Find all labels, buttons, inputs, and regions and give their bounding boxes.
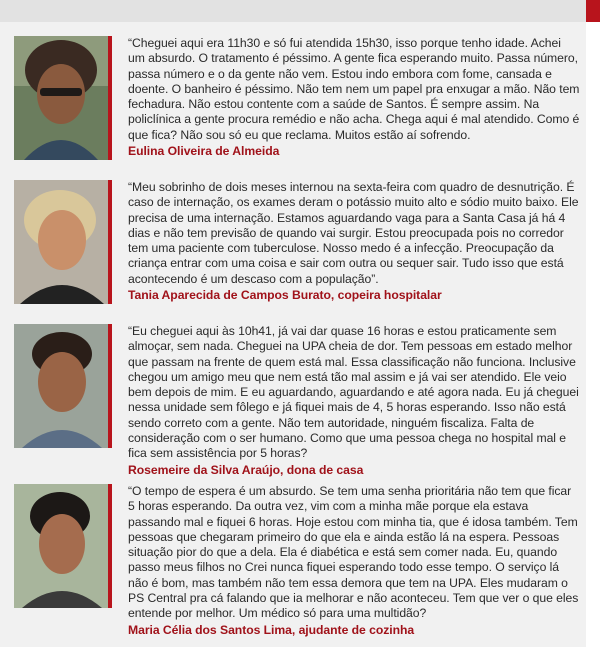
accent-rule (108, 36, 112, 160)
portrait-photo-3 (14, 324, 108, 448)
testimonial-text (112, 324, 586, 478)
portrait-photo-4 (14, 484, 108, 608)
testimonial-quote: “O tempo de espera é um absurdo. Se tem uma senha prioritária não tem que ficar 5 horas esperando. Da outra vez, vim com a minha mãe porque ela estava passando mal e fiquei 6 horas. Hoje estou com minha tia, que é idosa também. Tem pessoas que chegaram primeiro do que ela e ainda estão lá na espera. Pessoas situação pior do que a dela. Ela é diabética e está sem comer nada. Eu, quando passo meus filhos no Crei nunca fiquei esperando todo esse tempo. O serviço lá não é bom, mas também não tem essa demora que tem na UPA. Eles mudaram o PS Central pra cá falando que ia melhorar e não aconteceu. Tem que ver o que eles entende por melhor. Um médico só para uma multidão? (128, 484, 579, 621)
portrait-frame (14, 180, 112, 303)
portrait-frame (14, 36, 112, 159)
testimonial-author: Eulina Oliveira de Almeida (128, 144, 280, 159)
testimonial-author: Tania Aparecida de Campos Burato, copeira hospitalar (128, 288, 442, 303)
accent-rule (108, 180, 112, 304)
testimonial-card-2 (14, 180, 586, 303)
testimonial-text (112, 36, 586, 159)
accent-rule (108, 484, 112, 608)
testimonial-quote: “Cheguei aqui era 11h30 e só fui atendida 15h30, isso porque tenho idade. Achei um absurdo. O tratamento é péssimo. A gente fica esperando muito. Passa número, passa número e o da gente não vem. Estou indo embora com fome, cansada e doente. O banheiro é péssimo. Não tem nem um papel pra enxugar a mão. Não tem fechadura. Não estou contente com a saúde de Santos. É sempre assim. Na policlínica a gente procura remédio e não acha. Chega aqui é mal atendido. Como é que fica? Não sou só eu que reclama. Muitos estão aí sofrendo. (128, 36, 580, 142)
portrait-frame (14, 324, 112, 478)
portrait-photo-2 (14, 180, 108, 304)
top-accent-block (586, 0, 600, 22)
testimonial-quote: “Eu cheguei aqui às 10h41, já vai dar quase 16 horas e estou praticamente sem almoçar, sem nada. Cheguei na UPA cheia de dor. Tem pessoas em estado melhor que passam na frente de quem está mal. Essa classificação não funciona. Inclusive chegou um amigo meu que nem está tão mal assim e já vai ser atendido. Ele veio bem depois de mim. E eu aguardando, aguardando e até agora nada. Eu já cheguei nessa unidade sem fôlego e já fiquei mais de 4, 5 horas esperando. Isso não está sendo correto com a gente. Não tem autoridade, ninguém fiscaliza. Falta de consideração com o ser humano. Como que uma pessoa chega no hospital mal e fica sem assistência por 5 horas? (128, 324, 579, 461)
right-margin (586, 22, 600, 647)
portrait-frame (14, 484, 112, 638)
testimonial-text (112, 484, 586, 638)
portrait-photo-1 (14, 36, 108, 160)
testimonial-author: Rosemeire da Silva Araújo, dona de casa (128, 462, 364, 477)
testimonial-card-1 (14, 36, 586, 159)
top-bar (0, 0, 600, 22)
testimonial-text (112, 180, 586, 303)
testimonial-card-4 (14, 484, 586, 638)
testimonial-author: Maria Célia dos Santos Lima, ajudante de cozinha (128, 622, 415, 637)
testimonials-panel (0, 22, 600, 647)
testimonial-card-3 (14, 324, 586, 478)
testimonial-quote: “Meu sobrinho de dois meses internou na sexta-feira com quadro de desnutrição. É caso de internação, os exames deram o potássio muito alto e sódio muito baixo. Ele precisa de uma internação. Estamos aguardando vaga para a Santa Casa já há 4 dias e não tem previsão de quando vai surgir. Estou preocupada pois no corredor tem uma paciente com tuberculose. Nosso medo é a infecção. Preocupação da criança entrar com uma coisa e sair com outra ou sequer sair. Tudo isso que está acontecendo é um descaso com a população”. (128, 180, 579, 286)
accent-rule (108, 324, 112, 448)
